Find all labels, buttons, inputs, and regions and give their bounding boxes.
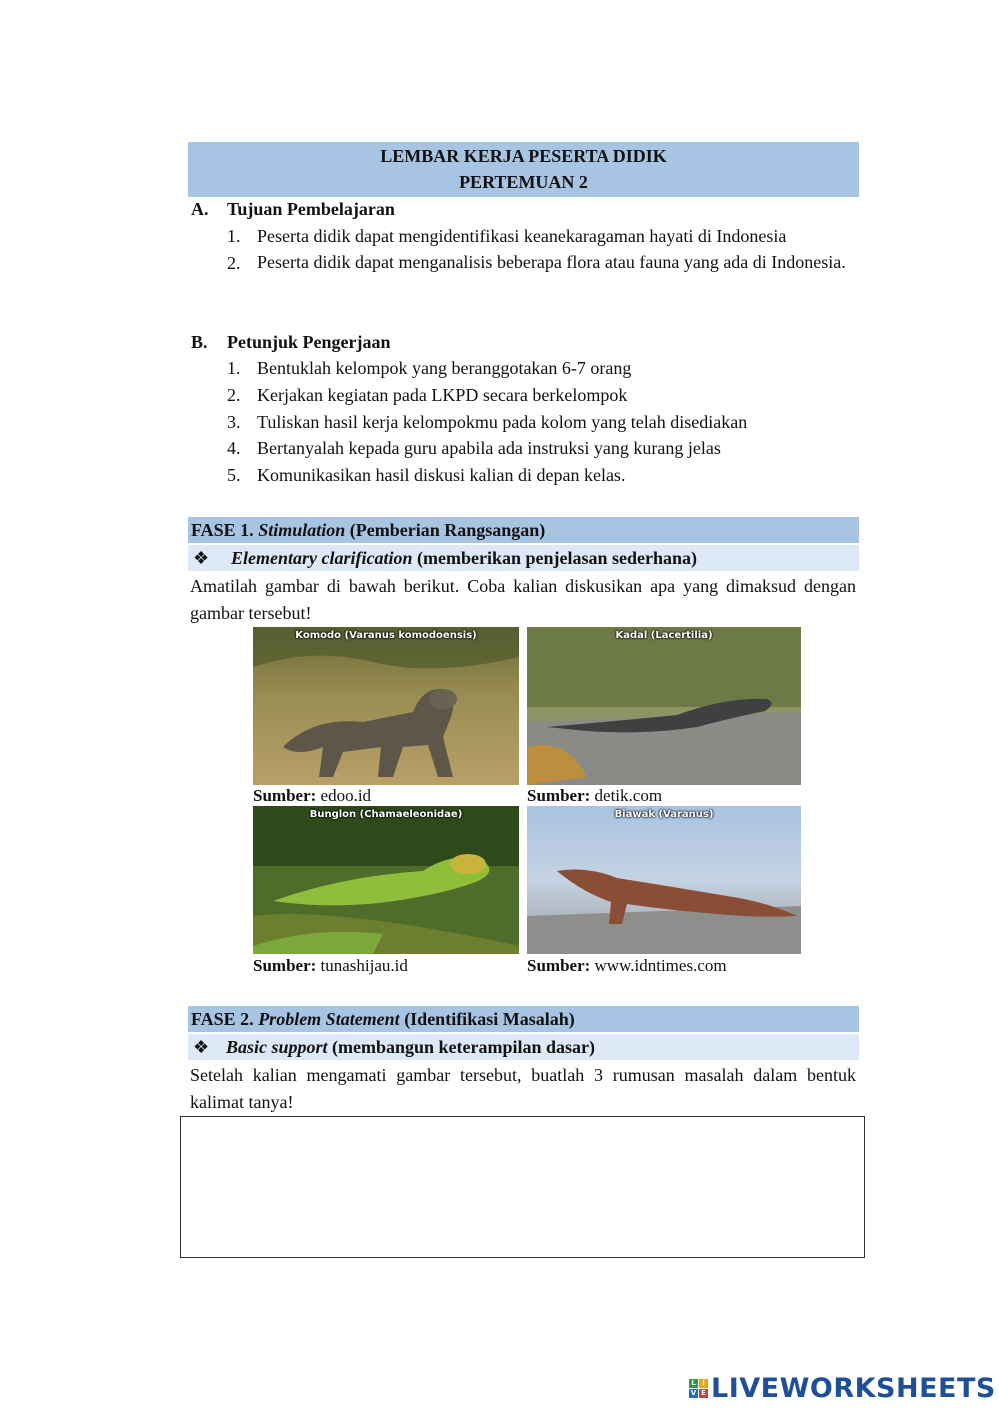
phase-2-subheading (188, 1034, 859, 1060)
komodo-label: Komodo (Varanus komodoensis) (295, 630, 477, 641)
section-b-item-text: Bentuklah kelompok yang beranggotakan 6-7 orang (257, 358, 632, 378)
liveworksheets-logo (689, 1372, 996, 1404)
phase-1-italic: Stimulation (258, 520, 346, 540)
worksheet-subtitle: PERTEMUAN 2 (459, 172, 588, 192)
kadal-source (527, 786, 662, 806)
biawak-source (527, 956, 727, 976)
phase-2-sub-suffix: (membangun keterampilan dasar) (332, 1037, 596, 1057)
phase-2-sub-italic: Basic support (226, 1037, 328, 1057)
section-b-item-text: Kerjakan kegiatan pada LKPD secara berkelompok (257, 385, 628, 405)
logo-text: LIVEWORKSHEETS (711, 1372, 996, 1404)
phase-2-italic: Problem Statement (258, 1009, 400, 1029)
section-a-item-num: 2. (227, 253, 241, 273)
kadal-illustration (527, 627, 801, 785)
source-value: detik.com (594, 786, 663, 805)
section-a-item-text: Peserta didik dapat menganalisis beberapa flora atau fauna yang ada di Indonesia. (257, 252, 846, 272)
phase-2-suffix: (Identifikasi Masalah) (404, 1009, 575, 1029)
bunglon-illustration (253, 806, 519, 954)
phase-1-prefix: FASE 1. (191, 520, 254, 540)
phase-1-instruction: Amatilah gambar di bawah berikut. Coba kalian diskusikan apa yang dimaksud dengan gambar tersebut! (190, 576, 856, 623)
phase-1-subheading (188, 545, 859, 571)
answer-textbox[interactable] (180, 1116, 865, 1258)
section-a-item-text: Peserta didik dapat mengidentifikasi keanekaragaman hayati di Indonesia (257, 226, 787, 246)
section-b-letter: B. (191, 332, 208, 352)
biawak-label: Biawak (Varanus) (614, 809, 714, 820)
source-label: Sumber: (253, 956, 317, 975)
phase-1-sub-italic: Elementary clarification (231, 548, 413, 568)
komodo-image (253, 627, 519, 785)
source-value: www.idntimes.com (594, 956, 727, 975)
source-value: edoo.id (320, 786, 372, 805)
source-label: Sumber: (253, 786, 317, 805)
section-b-item-num: 2. (227, 385, 241, 405)
phase-1-sub-suffix: (memberikan penjelasan sederhana) (417, 548, 697, 568)
komodo-source (253, 786, 371, 806)
section-b-item-num: 4. (227, 438, 241, 458)
kadal-label: Kadal (Lacertilia) (615, 630, 713, 641)
phase-2-prefix: FASE 2. (191, 1009, 254, 1029)
section-b-item-text: Tuliskan hasil kerja kelompokmu pada kolom yang telah disediakan (257, 412, 748, 432)
section-b-item-num: 1. (227, 358, 241, 378)
worksheet-title: LEMBAR KERJA PESERTA DIDIK (380, 146, 667, 166)
source-label: Sumber: (527, 786, 591, 805)
phase-1-heading (188, 517, 859, 543)
kadal-image (527, 627, 801, 785)
phase-1-suffix: (Pemberian Rangsangan) (349, 520, 546, 540)
section-b-item-text: Komunikasikan hasil diskusi kalian di depan kelas. (257, 465, 626, 485)
source-value: tunashijau.id (320, 956, 408, 975)
phase-2-heading (188, 1006, 859, 1032)
section-b-item-num: 3. (227, 412, 241, 432)
biawak-image (527, 806, 801, 954)
logo-grid-icon: L I V E (689, 1379, 708, 1398)
diamond-bullet-icon: ❖ (193, 548, 210, 568)
section-a-title: Tujuan Pembelajaran (227, 199, 395, 219)
section-b-item-num: 5. (227, 465, 241, 485)
section-a-item-num: 1. (227, 226, 241, 246)
worksheet-title-band (188, 142, 859, 197)
section-b-item-text: Bertanyalah kepada guru apabila ada instruksi yang kurang jelas (257, 438, 721, 458)
komodo-illustration (253, 627, 519, 785)
bunglon-label: Bunglon (Chamaeleonidae) (309, 809, 463, 820)
diamond-bullet-icon: ❖ (193, 1037, 210, 1057)
phase-2-instruction: Setelah kalian mengamati gambar tersebut, buatlah 3 rumusan masalah dalam bentuk kalimat tanya! (190, 1065, 856, 1112)
section-b-title: Petunjuk Pengerjaan (227, 332, 391, 352)
bunglon-image (253, 806, 519, 954)
biawak-illustration (527, 806, 801, 954)
source-label: Sumber: (527, 956, 591, 975)
bunglon-source (253, 956, 408, 976)
section-a-letter: A. (191, 199, 209, 219)
